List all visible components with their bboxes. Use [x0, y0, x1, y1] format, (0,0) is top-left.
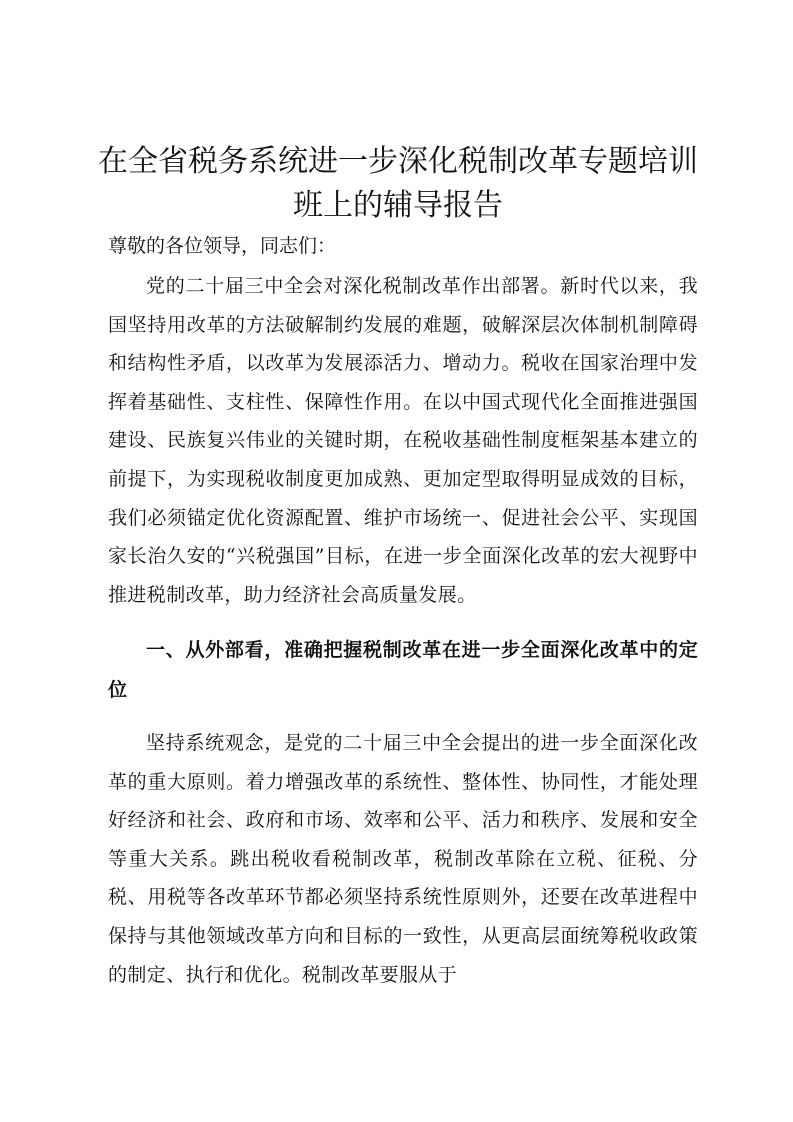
section-heading: 一、从外部看，准确把握税制改革在进一步全面深化改革中的定位: [108, 639, 698, 701]
body-paragraph: 党的二十届三中全会对深化税制改革作出部署。新时代以来，我国坚持用改革的方法破解制约发展的难题，破解深层次体制机制障碍和结构性矛盾，以改革为发展添活力、增动力。税收在国家治理中发挥着基础性、支柱性、保障性作用。在以中国式现代化全面推进强国建设、民族复兴伟业的关键时期，在税收基础性制度框架基本建立的前提下，为实现税收制度更加成熟、更加定型取得明显成效的目标，我们必须锚定优化资源配置、维护市场统一、促进社会公平、实现国家长治久安的“兴税强国”目标，在进一步全面深化改革的宏大视野中推进税制改革，助力经济社会高质量发展。: [108, 275, 698, 606]
document-title: 在全省税务系统进一步深化税制改革专题培训班上的辅导报告: [98, 144, 698, 223]
salutation: 尊敬的各位领导，同志们：: [108, 235, 337, 257]
section-paragraph: 坚持系统观念，是党的二十届三中全会提出的进一步全面深化改革的重大原则。着力增强改革的系统性、整体性、协同性，才能处理好经济和社会、政府和市场、效率和公平、活力和秩序、发展和安全等重大关系。跳出税收看税制改革，税制改革除在立税、征税、分税、用税等各改革环节都必须坚持系统性原则外，还要在改革进程中保持与其他领域改革方向和目标的一致性，从更高层面统筹税收政策的制定、执行和优化。税制改革要服从于: [108, 732, 698, 986]
